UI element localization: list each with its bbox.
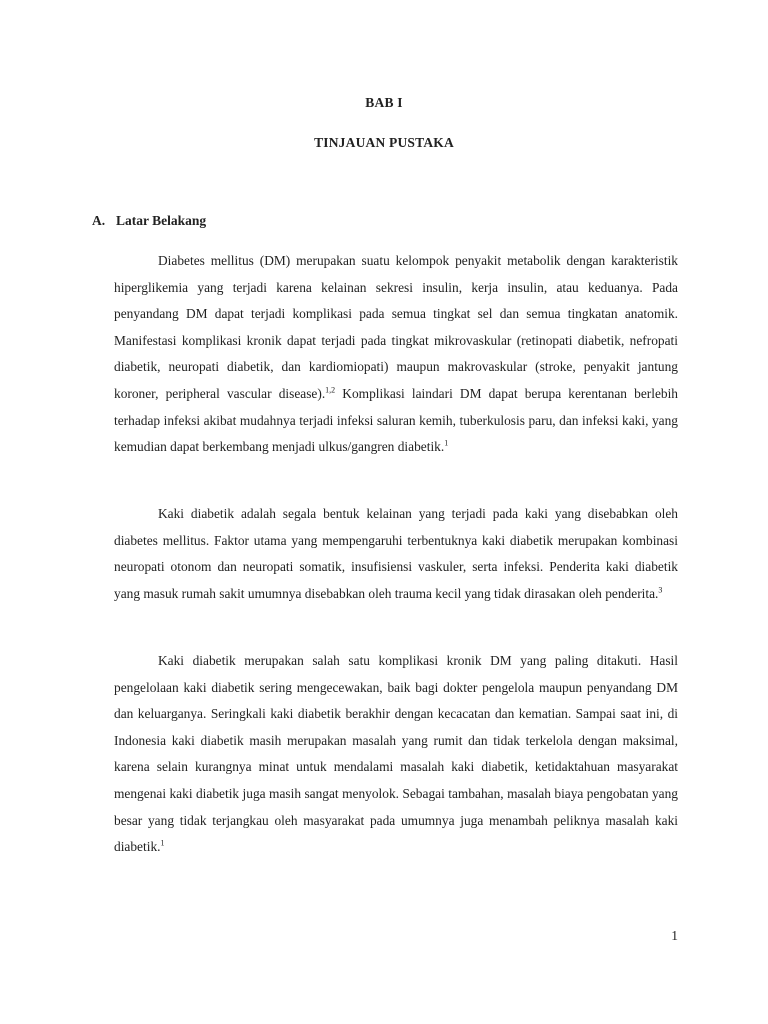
paragraph-3 [114,648,678,861]
paragraph-2 [114,501,678,607]
section-letter: A. [92,213,106,228]
citation-ref: 3 [658,585,663,595]
paragraph-3-text: Kaki diabetik merupakan salah satu komplikasi kronik DM yang paling ditakuti. Hasil pengelolaan kaki diabetik sering mengecewakan, baik bagi dokter pengelola maupun penyandang DM dan keluarganya. Seringkali kaki diabetik berakhir dengan kecacatan dan kematian. Sampai saat ini, di Indonesia kaki diabetik masih merupakan masalah yang rumit dan tidak terkelola dengan maksimal, karena selain kurangnya minat untuk mendalami masalah kaki diabetik, ketidaktahuan masyarakat mengenai kaki diabetik juga masih sangat menyolok. Sebagai tambahan, masalah biaya pengobatan yang besar yang tidak terjangkau oleh masyarakat pada umumnya juga menambah peliknya masalah kaki diabetik. [114,653,678,855]
citation-ref: 1 [160,838,165,848]
paragraph-1-text: Diabetes mellitus (DM) merupakan suatu kelompok penyakit metabolik dengan karakteristik hiperglikemia yang terjadi karena kelainan sekresi insulin, kerja insulin, atau keduanya. Pada penyandang DM dapat terjadi komplikasi pada semua tingkat sel dan semua tingkatan anatomik. Manifestasi komplikasi kronik dapat terjadi pada tingkat mikrovaskular (retinopati diabetik, nefropati diabetik, neuropati diabetik, dan kardiomiopati) maupun makrovaskular (stroke, penyakit jantung koroner, peripheral vascular disease). [114,253,678,401]
citation-ref: 1 [444,438,449,448]
section-title: Latar Belakang [116,213,207,228]
paragraph-1-text-continued: Komplikasi laindari DM dapat berupa kerentanan berlebih terhadap infeksi akibat mudahnya terjadi infeksi saluran kemih, tuberkulosis paru, dan infeksi kaki, yang kemudian dapat berkembang menjadi ulkus/gangren diabetik. [114,385,678,455]
page-number: 1 [671,928,678,943]
paragraph-1 [114,248,678,461]
section-heading [92,213,206,229]
chapter-title: TINJAUAN PUSTAKA [314,135,454,150]
chapter-heading: BAB I [365,95,403,110]
citation-ref: 1,2 [325,385,336,395]
paragraph-2-text: Kaki diabetik adalah segala bentuk kelainan yang terjadi pada kaki yang disebabkan oleh diabetes mellitus. Faktor utama yang mempengaruhi terbentuknya kaki diabetik merupakan kombinasi neuropati otonom dan neuropati somatik, insufisiensi vaskuler, serta infeksi. Penderita kaki diabetik yang masuk rumah sakit umumnya disebabkan oleh trauma kecil yang tidak dirasakan oleh penderita. [114,506,678,601]
